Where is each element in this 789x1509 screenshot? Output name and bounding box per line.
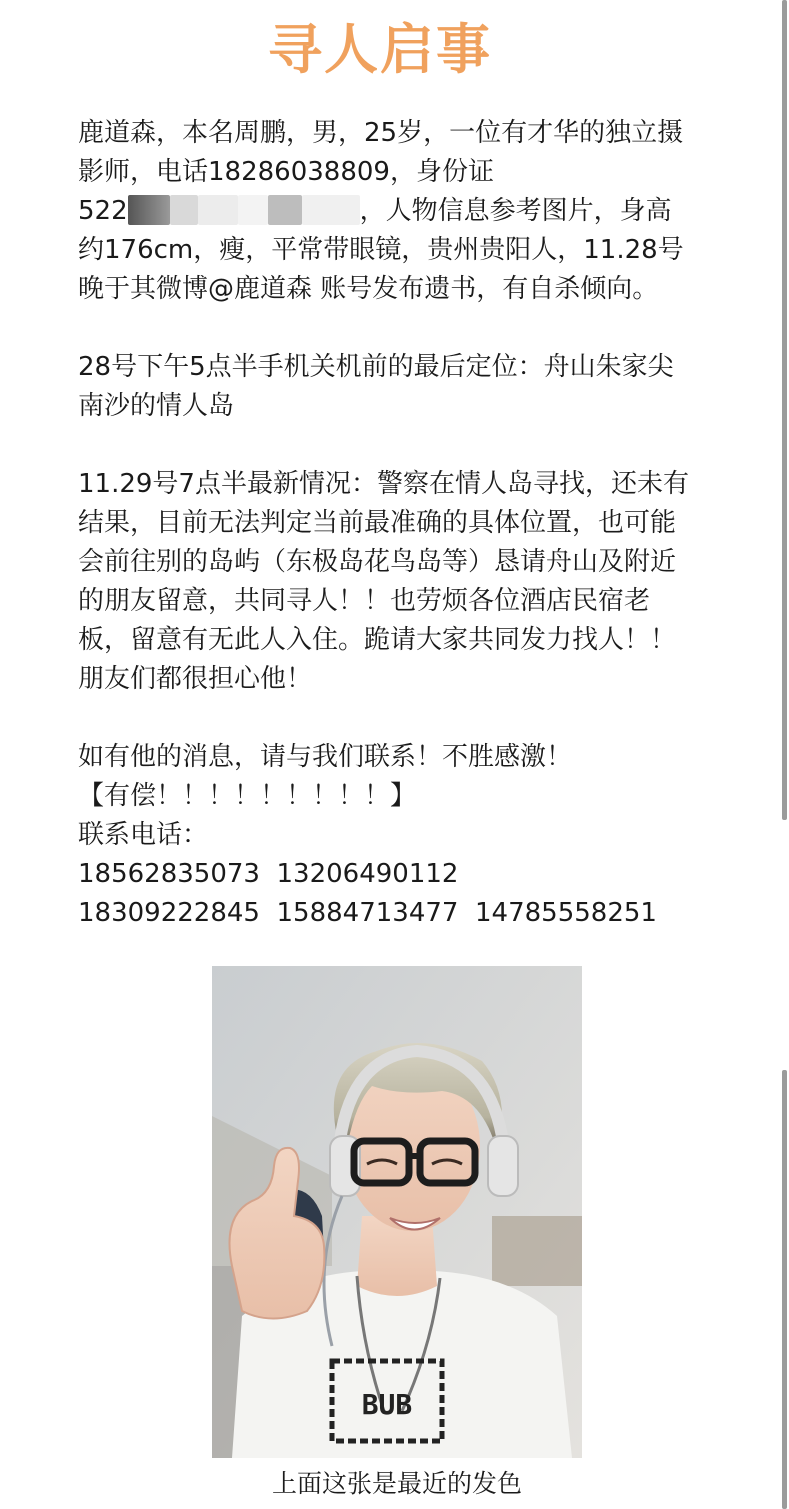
person-photo-illustration (212, 966, 582, 1458)
update-line-6: 朋友们都很担心他！ (78, 664, 313, 694)
reward-notice: 【有偿！！！！！！！！！】 (78, 781, 417, 811)
location-line-1: 28号下午5点半手机关机前的最后定位：舟山朱家尖 (78, 352, 674, 382)
location-line-2: 南沙的情人岛 (78, 391, 235, 421)
headphones-right-cup (488, 1136, 518, 1196)
update-line-4: 的朋友留意，共同寻人！！也劳烦各位酒店民宿老 (78, 586, 651, 616)
redaction-mark (198, 195, 238, 225)
info-line-3 (78, 192, 738, 231)
info-line-3-suffix: ，人物信息参考图片，身高 (359, 196, 672, 226)
info-line-1: 鹿道森，本名周鹏，男，25岁，一位有才华的独立摄 (78, 118, 684, 148)
redaction-mark (238, 195, 268, 225)
paragraph-gap (78, 426, 738, 465)
info-line-2: 影师，电话18286038809，身份证 (78, 157, 494, 187)
last-location-paragraph (78, 348, 738, 426)
notice-title: 寻人启事 (268, 18, 492, 81)
contact-phone-label: 联系电话： (78, 820, 209, 850)
update-line-3: 会前往别的岛屿（东极岛花鸟岛等）恳请舟山及附近 (78, 547, 677, 577)
contact-appeal: 如有他的消息，请与我们联系！不胜感激！ (78, 742, 573, 772)
id-number-prefix: 522 (78, 196, 128, 226)
notice-body (78, 114, 738, 933)
latest-update-paragraph (78, 465, 738, 699)
update-line-2: 结果，目前无法判定当前最准确的具体位置，也可能 (78, 508, 677, 538)
personal-info-paragraph (78, 114, 738, 309)
redaction-mark (170, 195, 198, 225)
contact-phones-row-1: 18562835073 13206490112 (78, 859, 459, 889)
update-line-5: 板，留意有无此人入住。跪请大家共同发力找人！！ (78, 625, 677, 655)
paragraph-gap (78, 309, 738, 348)
info-line-5: 晚于其微博@鹿道森 账号发布遗书，有自杀倾向。 (78, 274, 659, 304)
scrollbar-thumb-lower[interactable] (782, 1070, 787, 1509)
contact-phones-row-2: 18309222845 15884713477 14785558251 (78, 898, 657, 928)
redaction-mark (128, 195, 170, 225)
redaction-mark (302, 195, 360, 225)
update-line-1: 11.29号7点半最新情况：警察在情人岛寻找，还未有 (78, 469, 689, 499)
redaction-mark (268, 195, 302, 225)
scrollbar[interactable] (782, 0, 787, 1509)
cabinet (492, 1216, 582, 1286)
scrollbar-thumb-upper[interactable] (782, 0, 787, 820)
photo-caption: 上面这张是最近的发色 (271, 1469, 522, 1498)
info-line-4: 约176cm，瘦，平常带眼镜，贵州贵阳人，11.28号 (78, 235, 684, 265)
person-photo (212, 966, 582, 1458)
contact-paragraph (78, 738, 738, 933)
paragraph-gap (78, 699, 738, 738)
shirt-print-text: BUB (361, 1388, 413, 1421)
